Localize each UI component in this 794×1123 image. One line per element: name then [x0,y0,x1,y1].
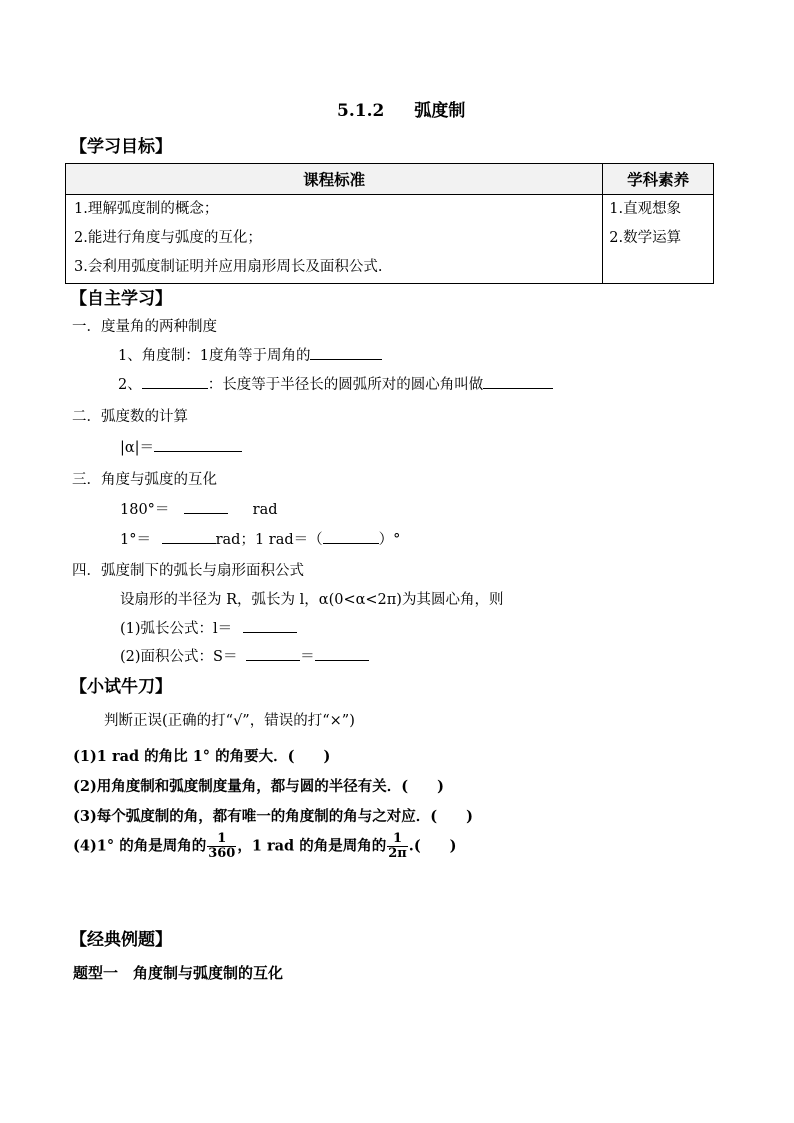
quiz-question-4 [73,832,457,861]
section-quiz: 【小试牛刀】 [70,677,172,697]
goals-table [65,163,714,284]
answer-blank[interactable] [142,373,208,389]
fraction-denominator: 360 [208,846,236,861]
line-1-deg [120,528,400,549]
heading-radian-calc: 二．弧度数的计算 [72,409,188,425]
conv-deg-close: ）° [378,532,401,548]
line-radian-system [118,373,553,394]
q4-part-a: (4)1° 的角是周角的 [73,837,207,855]
arc-length-text: (1)弧长公式：l＝ [120,621,233,637]
q4-part-b: ，1 rad 的角是周角的 [237,837,387,855]
answer-blank[interactable] [184,498,228,514]
title-number: 5.1.2 [337,101,385,121]
goal-item: 2.能进行角度与弧度的互化； [74,230,262,246]
quiz-question: (3)每个弧度制的角，都有唯一的角度制的角与之对应．( ) [73,808,474,825]
fraction-numerator: 1 [207,832,236,847]
heading-two-systems: 一．度量角的两种制度 [72,319,217,335]
fraction-denominator: 2π [388,846,407,861]
answer-blank[interactable] [310,344,382,360]
line-arc-length [120,617,297,638]
line-180-deg [120,498,278,519]
line-sector-setup: 设扇形的半径为 R，弧长为 l，α(0<α<2π)为其圆心角，则 [120,592,504,608]
answer-blank[interactable] [315,645,369,661]
answer-blank[interactable] [162,528,216,544]
equals-sign: ＝ [300,649,315,665]
conv-1deg-text: 1°＝ [120,532,151,548]
quiz-question: (1)1 rad 的角比 1° 的角要大．( ) [73,748,331,765]
radian-formula-text: |α|＝ [120,440,155,456]
goal-item: 1.理解弧度制的概念； [74,201,219,217]
line-sector-area [120,645,369,666]
section-goals: 【学习目标】 [70,137,172,157]
answer-blank[interactable] [243,617,297,633]
goals-literacy-cell [603,195,714,284]
fraction-1-2pi [387,832,408,861]
conv-180-text: 180°＝ [120,502,170,518]
literacy-item: 1.直观想象 [609,201,682,217]
heading-conversion: 三．角度与弧度的互化 [72,472,217,488]
conv-rad-text: rad；1 rad＝（ [215,532,323,548]
section-examples: 【经典例题】 [70,930,172,950]
sector-area-text: (2)面积公式：S＝ [120,649,238,665]
title-text: 弧度制 [414,101,466,121]
page-title [337,96,465,121]
section-self-study: 【自主学习】 [70,289,172,309]
literacy-item: 2.数学运算 [609,230,682,246]
goal-item: 3.会利用弧度制证明并应用扇形周长及面积公式. [74,259,383,275]
radian-prefix: 2、 [118,377,142,393]
quiz-question: (2)用角度制和弧度制度量角，都与圆的半径有关．( ) [73,778,445,795]
line-radian-formula [120,436,242,457]
answer-blank[interactable] [154,436,242,452]
answer-blank[interactable] [323,528,379,544]
goals-standard-cell [66,195,603,284]
line-degree-system [118,344,382,365]
fraction-numerator: 1 [387,832,408,847]
radian-system-text: ：长度等于半径长的圆弧所对的圆心角叫做 [207,377,484,393]
degree-system-text: 1、角度制：1度角等于周角的 [118,348,311,364]
quiz-intro: 判断正误(正确的打“√”，错误的打“×”) [104,713,355,729]
example-type-heading: 题型一 角度制与弧度制的互化 [73,964,284,982]
answer-blank[interactable] [246,645,300,661]
fraction-1-360 [207,832,236,861]
rad-unit: rad [252,502,278,518]
answer-blank[interactable] [483,373,553,389]
goals-header-literacy: 学科素养 [603,164,714,195]
q4-part-c: .( ) [408,837,457,855]
goals-header-standard: 课程标准 [66,164,603,195]
heading-arc-formulas: 四．弧度制下的弧长与扇形面积公式 [72,563,304,579]
